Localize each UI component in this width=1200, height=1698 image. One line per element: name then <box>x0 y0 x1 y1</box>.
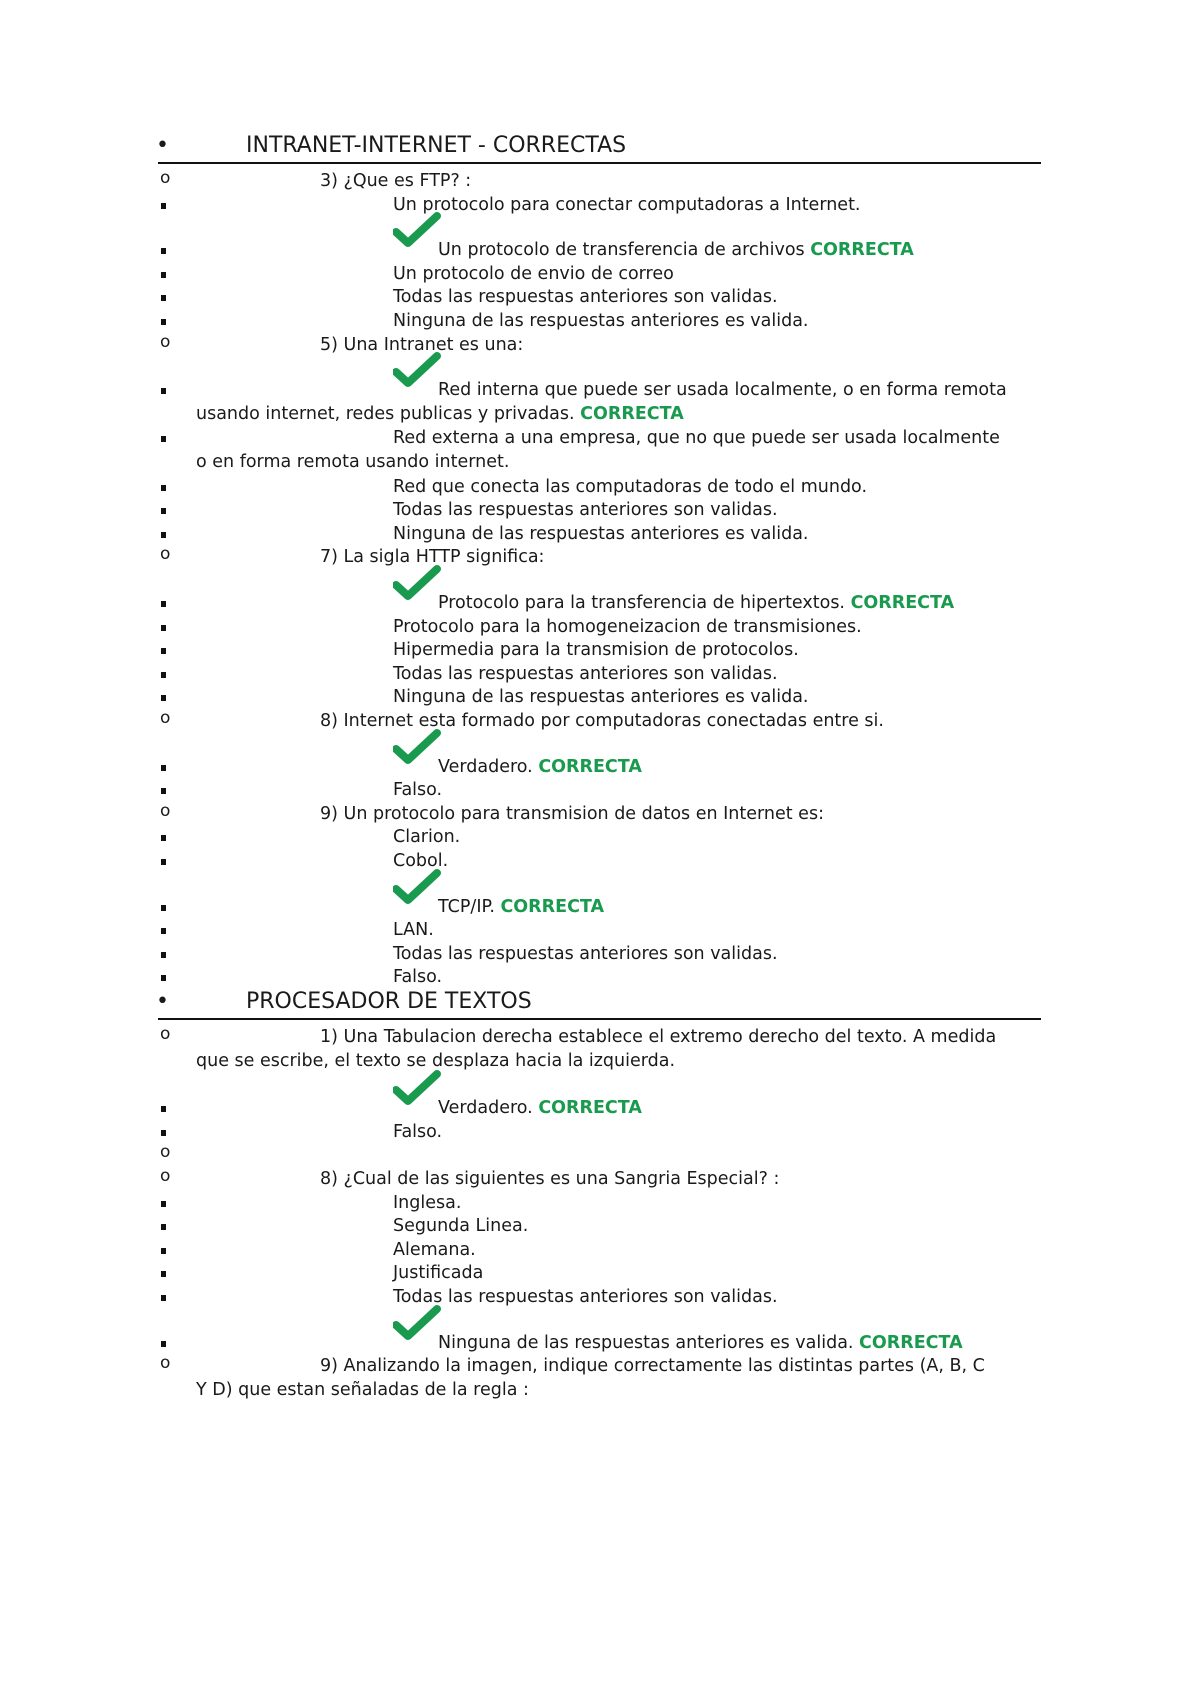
bullet-square-icon <box>161 905 166 911</box>
answer-label-continued: o en forma remota usando internet. <box>196 452 510 472</box>
answer-label: Todas las respuestas anteriores son validas. <box>393 500 778 521</box>
answer-label: Justificada <box>393 1263 484 1284</box>
bullet-square-icon <box>161 1341 166 1347</box>
answer-label: Verdadero. <box>438 1098 539 1119</box>
answer-label: Clarion. <box>393 827 461 848</box>
answer-text <box>393 193 1041 218</box>
question-text-continued: que se escribe, el texto se desplaza hacia la izquierda. <box>196 1050 676 1071</box>
section-divider <box>158 1018 1041 1020</box>
bullet-square-icon <box>161 765 166 771</box>
checkmark-icon <box>393 565 441 603</box>
bullet-square-icon <box>161 625 166 631</box>
bullet-square-icon <box>161 952 166 958</box>
answer-label: Ninguna de las respuestas anteriores es valida. <box>393 311 809 331</box>
bullet-square-icon <box>161 1106 166 1112</box>
answer-text <box>393 426 1041 451</box>
answer-label: Falso. <box>393 967 443 988</box>
bullet-square-icon <box>161 436 166 442</box>
bullet-square-icon <box>161 1130 166 1136</box>
correct-badge: CORRECTA <box>500 896 605 917</box>
checkmark-icon <box>393 729 441 767</box>
answer-text <box>393 1285 1041 1310</box>
answer-label: LAN. <box>393 920 434 941</box>
question-item <box>0 1143 1200 1167</box>
bullet-square-icon <box>161 388 166 394</box>
bullet-square-icon <box>161 319 166 325</box>
bullet-circle-icon: o <box>160 1353 171 1374</box>
bullet-square-icon <box>161 1295 166 1301</box>
answer-text <box>393 662 1041 687</box>
answer-label: Ninguna de las respuestas anteriores es valida. <box>438 1332 860 1353</box>
bullet-square-icon <box>161 859 166 865</box>
checkmark-icon <box>393 1070 441 1108</box>
correct-badge: CORRECTA <box>538 1098 642 1119</box>
answer-text <box>393 1120 1041 1145</box>
answer-text <box>393 522 1041 547</box>
answer-text <box>438 238 1041 263</box>
answer-text <box>393 638 1041 663</box>
question-text: 8) Internet esta formado por computadoras conectadas entre si. <box>320 711 884 731</box>
question-text: 9) Un protocolo para transmision de datos en Internet es: <box>320 803 824 824</box>
bullet-square-icon <box>161 532 166 538</box>
answer-label: Ninguna de las respuestas anteriores es valida. <box>393 523 809 544</box>
question-text: 8) ¿Cual de las siguientes es una Sangria Especial? : <box>320 1169 780 1189</box>
question-text-continued: Y D) que estan señaladas de la regla : <box>196 1379 529 1400</box>
bullet-square-icon <box>161 248 166 254</box>
bullet-square-icon <box>161 1201 166 1207</box>
answer-text <box>393 498 1041 523</box>
answer-label-continued: usando internet, redes publicas y privadas. <box>196 403 581 424</box>
correct-badge: CORRECTA <box>850 593 955 613</box>
answer-text <box>393 1238 1041 1263</box>
bullet-square-icon <box>161 835 166 841</box>
bullet-square-icon <box>161 975 166 981</box>
answer-label: Red externa a una empresa, que no que puede ser usada localmente <box>393 428 1000 449</box>
question-text: 9) Analizando la imagen, indique correctamente las distintas partes (A, B, C <box>320 1356 985 1377</box>
bullet-square-icon <box>161 648 166 654</box>
answer-text <box>393 685 1041 710</box>
section-title: PROCESADOR DE TEXTOS <box>246 989 532 1014</box>
answer-text <box>393 475 1041 500</box>
answer-text <box>438 378 1041 403</box>
bullet-circle-icon: o <box>160 1142 171 1163</box>
answer-label: Verdadero. <box>438 756 539 777</box>
answer-label: Todas las respuestas anteriores son validas. <box>393 1287 778 1307</box>
answer-label: Hipermedia para la transmision de protocolos. <box>393 640 799 661</box>
answer-label: Red que conecta las computadoras de todo el mundo. <box>393 476 868 497</box>
answer-text <box>393 615 1041 640</box>
answer-label: Cobol. <box>393 851 449 871</box>
answer-label: Un protocolo de envio de correo <box>393 263 674 284</box>
answer-label: Inglesa. <box>393 1192 462 1213</box>
answer-label: TCP/IP. <box>438 896 501 917</box>
bullet-square-icon <box>161 601 166 607</box>
bullet-circle-icon: o <box>160 168 171 188</box>
answer-label: Falso. <box>393 780 443 801</box>
answer-label: Un protocolo para conectar computadoras a Internet. <box>393 194 861 215</box>
bullet-disc-icon: • <box>156 989 169 1014</box>
answer-label: Todas las respuestas anteriores son validas. <box>393 663 778 684</box>
answer-text <box>393 942 1041 967</box>
checkmark-icon <box>393 352 441 390</box>
answer-label: Alemana. <box>393 1239 476 1260</box>
answer-label: Ninguna de las respuestas anteriores es valida. <box>393 687 809 708</box>
bullet-square-icon <box>161 695 166 701</box>
answer-text-continued <box>196 450 1041 475</box>
question-text: 3) ¿Que es FTP? : <box>320 171 472 191</box>
answer-label: Falso. <box>393 1121 443 1142</box>
bullet-circle-icon: o <box>160 1024 171 1044</box>
bullet-square-icon <box>161 672 166 678</box>
bullet-square-icon <box>161 295 166 301</box>
section-divider <box>158 162 1041 164</box>
answer-text <box>393 849 1041 874</box>
answer-label: Protocolo para la transferencia de hipertextos. <box>438 593 851 613</box>
answer-text <box>393 262 1041 287</box>
bullet-square-icon <box>161 1271 166 1277</box>
answer-text <box>393 1191 1041 1216</box>
answer-text <box>393 825 1041 850</box>
correct-badge: CORRECTA <box>810 240 914 261</box>
answer-label: Segunda Linea. <box>393 1216 529 1237</box>
answer-text-continued <box>196 402 1041 427</box>
checkmark-icon <box>393 212 441 250</box>
bullet-square-icon <box>161 203 166 209</box>
answer-text <box>438 755 1041 780</box>
answer-text <box>393 309 1041 334</box>
bullet-circle-icon: o <box>160 708 171 728</box>
answer-text <box>438 895 1041 920</box>
bullet-square-icon <box>161 272 166 278</box>
bullet-circle-icon: o <box>160 544 171 565</box>
answer-text <box>438 1331 1041 1356</box>
answer-text <box>393 285 1041 310</box>
section-title: INTRANET-INTERNET - CORRECTAS <box>246 133 627 158</box>
bullet-circle-icon: o <box>160 331 171 352</box>
answer-text <box>393 1214 1041 1239</box>
bullet-square-icon <box>161 1224 166 1230</box>
answer-text <box>438 1096 1041 1121</box>
answer-text <box>393 778 1041 803</box>
answer-label: Todas las respuestas anteriores son validas. <box>393 287 778 308</box>
answer-label: Todas las respuestas anteriores son validas. <box>393 943 778 964</box>
correct-badge: CORRECTA <box>580 403 684 424</box>
bullet-disc-icon: • <box>156 133 169 158</box>
bullet-circle-icon: o <box>160 800 171 821</box>
answer-text <box>393 918 1041 943</box>
bullet-square-icon <box>161 928 166 934</box>
bullet-square-icon <box>161 788 166 794</box>
answer-label: Protocolo para la homogeneizacion de transmisiones. <box>393 616 862 637</box>
answer-label: Un protocolo de transferencia de archivos <box>438 240 811 261</box>
checkmark-icon <box>393 1305 441 1343</box>
answer-label: Red interna que puede ser usada localmente, o en forma remota <box>438 380 1007 401</box>
bullet-square-icon <box>161 508 166 514</box>
bullet-square-icon <box>161 485 166 491</box>
question-text: 5) Una Intranet es una: <box>320 334 524 355</box>
correct-badge: CORRECTA <box>538 756 642 777</box>
bullet-square-icon <box>161 1248 166 1254</box>
question-text: 7) La sigla HTTP significa: <box>320 547 545 568</box>
correct-badge: CORRECTA <box>859 1332 963 1353</box>
bullet-circle-icon: o <box>160 1166 171 1186</box>
question-text: 1) Una Tabulacion derecha establece el extremo derecho del texto. A medida <box>320 1027 997 1047</box>
checkmark-icon <box>393 869 441 907</box>
answer-text <box>393 1261 1041 1286</box>
answer-text <box>438 591 1041 616</box>
